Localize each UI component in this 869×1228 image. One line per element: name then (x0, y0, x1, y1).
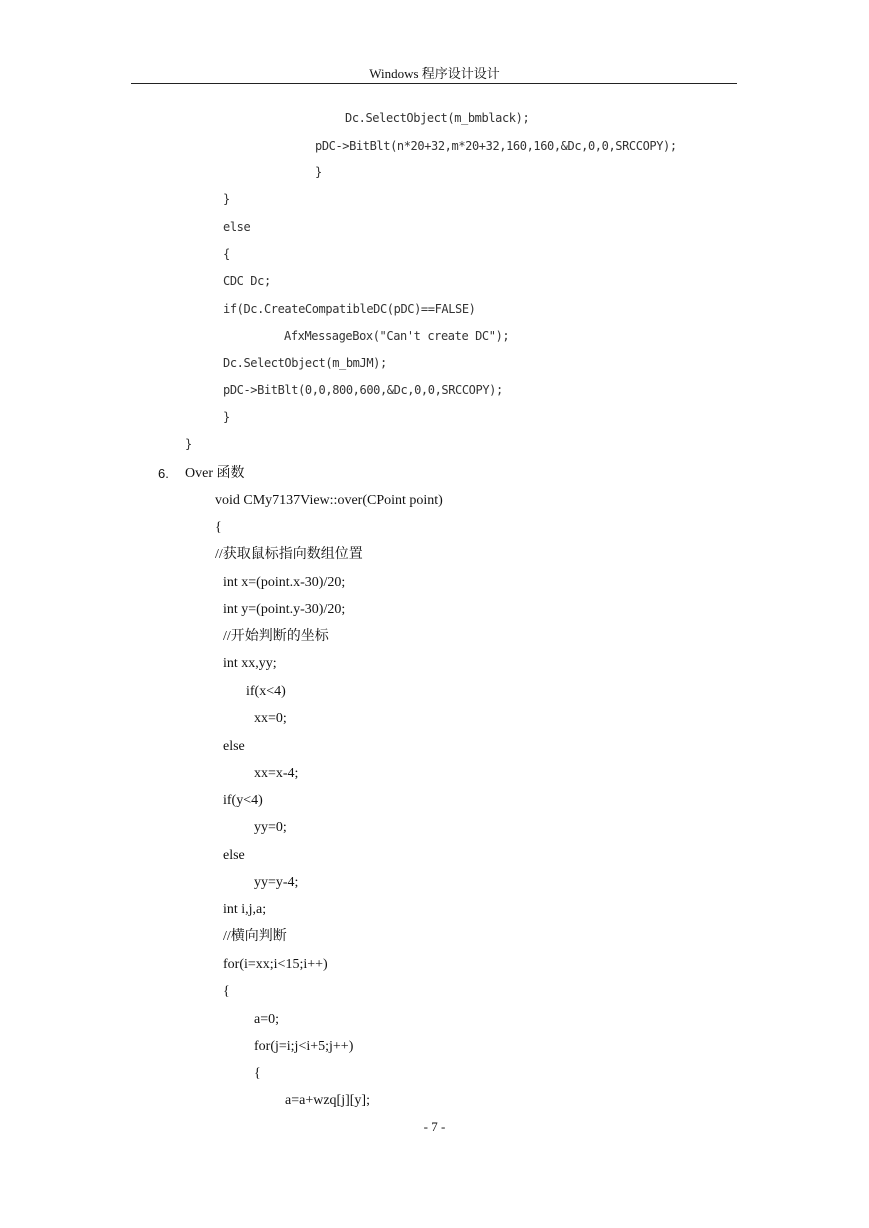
code-line: int xx,yy; (223, 656, 277, 671)
code-line: else (223, 848, 245, 863)
code-line: { (254, 1066, 261, 1081)
code-line: if(x<4) (246, 684, 286, 699)
code-comment: //获取鼠标指向数组位置 (215, 547, 363, 562)
code-line: xx=0; (254, 711, 287, 726)
code-line: pDC->BitBlt(0,0,800,600,&Dc,0,0,SRCCOPY); (223, 383, 503, 397)
code-line: if(Dc.CreateCompatibleDC(pDC)==FALSE) (223, 302, 476, 316)
code-line: { (215, 520, 222, 535)
code-comment: //开始判断的坐标 (223, 629, 329, 644)
code-line: else (223, 739, 245, 754)
code-line: for(i=xx;i<15;i++) (223, 957, 328, 972)
code-line: a=a+wzq[j][y]; (285, 1093, 370, 1108)
code-line: yy=0; (254, 820, 287, 835)
header-divider (131, 83, 737, 84)
code-line: yy=y-4; (254, 875, 299, 890)
code-line: { (223, 247, 230, 261)
code-line: void CMy7137View::over(CPoint point) (215, 493, 443, 508)
code-line: { (223, 984, 230, 999)
code-line: } (223, 410, 230, 424)
section-number: 6. (158, 466, 169, 481)
code-line: } (223, 192, 230, 206)
code-line: } (315, 165, 322, 179)
code-line: pDC->BitBlt(n*20+32,m*20+32,160,160,&Dc,0,0,SRCCOPY); (315, 139, 677, 153)
code-line: Dc.SelectObject(m_bmJM); (223, 356, 387, 370)
code-line: } (185, 437, 192, 451)
code-line: if(y<4) (223, 793, 263, 808)
code-line: AfxMessageBox("Can't create DC"); (284, 329, 510, 343)
code-line: else (223, 220, 251, 234)
code-line: int y=(point.y-30)/20; (223, 602, 346, 617)
code-line: for(j=i;j<i+5;j++) (254, 1039, 354, 1054)
page-number: - 7 - (423, 1119, 446, 1134)
code-line: int x=(point.x-30)/20; (223, 575, 346, 590)
code-line: xx=x-4; (254, 766, 299, 781)
running-header-title: Windows 程序设计设计 (369, 66, 500, 81)
code-comment: //横向判断 (223, 929, 287, 944)
code-line: CDC Dc; (223, 274, 271, 288)
section-title: Over 函数 (185, 466, 245, 481)
code-line: int i,j,a; (223, 902, 267, 917)
code-line: Dc.SelectObject(m_bmblack); (345, 111, 530, 125)
code-line: a=0; (254, 1012, 279, 1027)
